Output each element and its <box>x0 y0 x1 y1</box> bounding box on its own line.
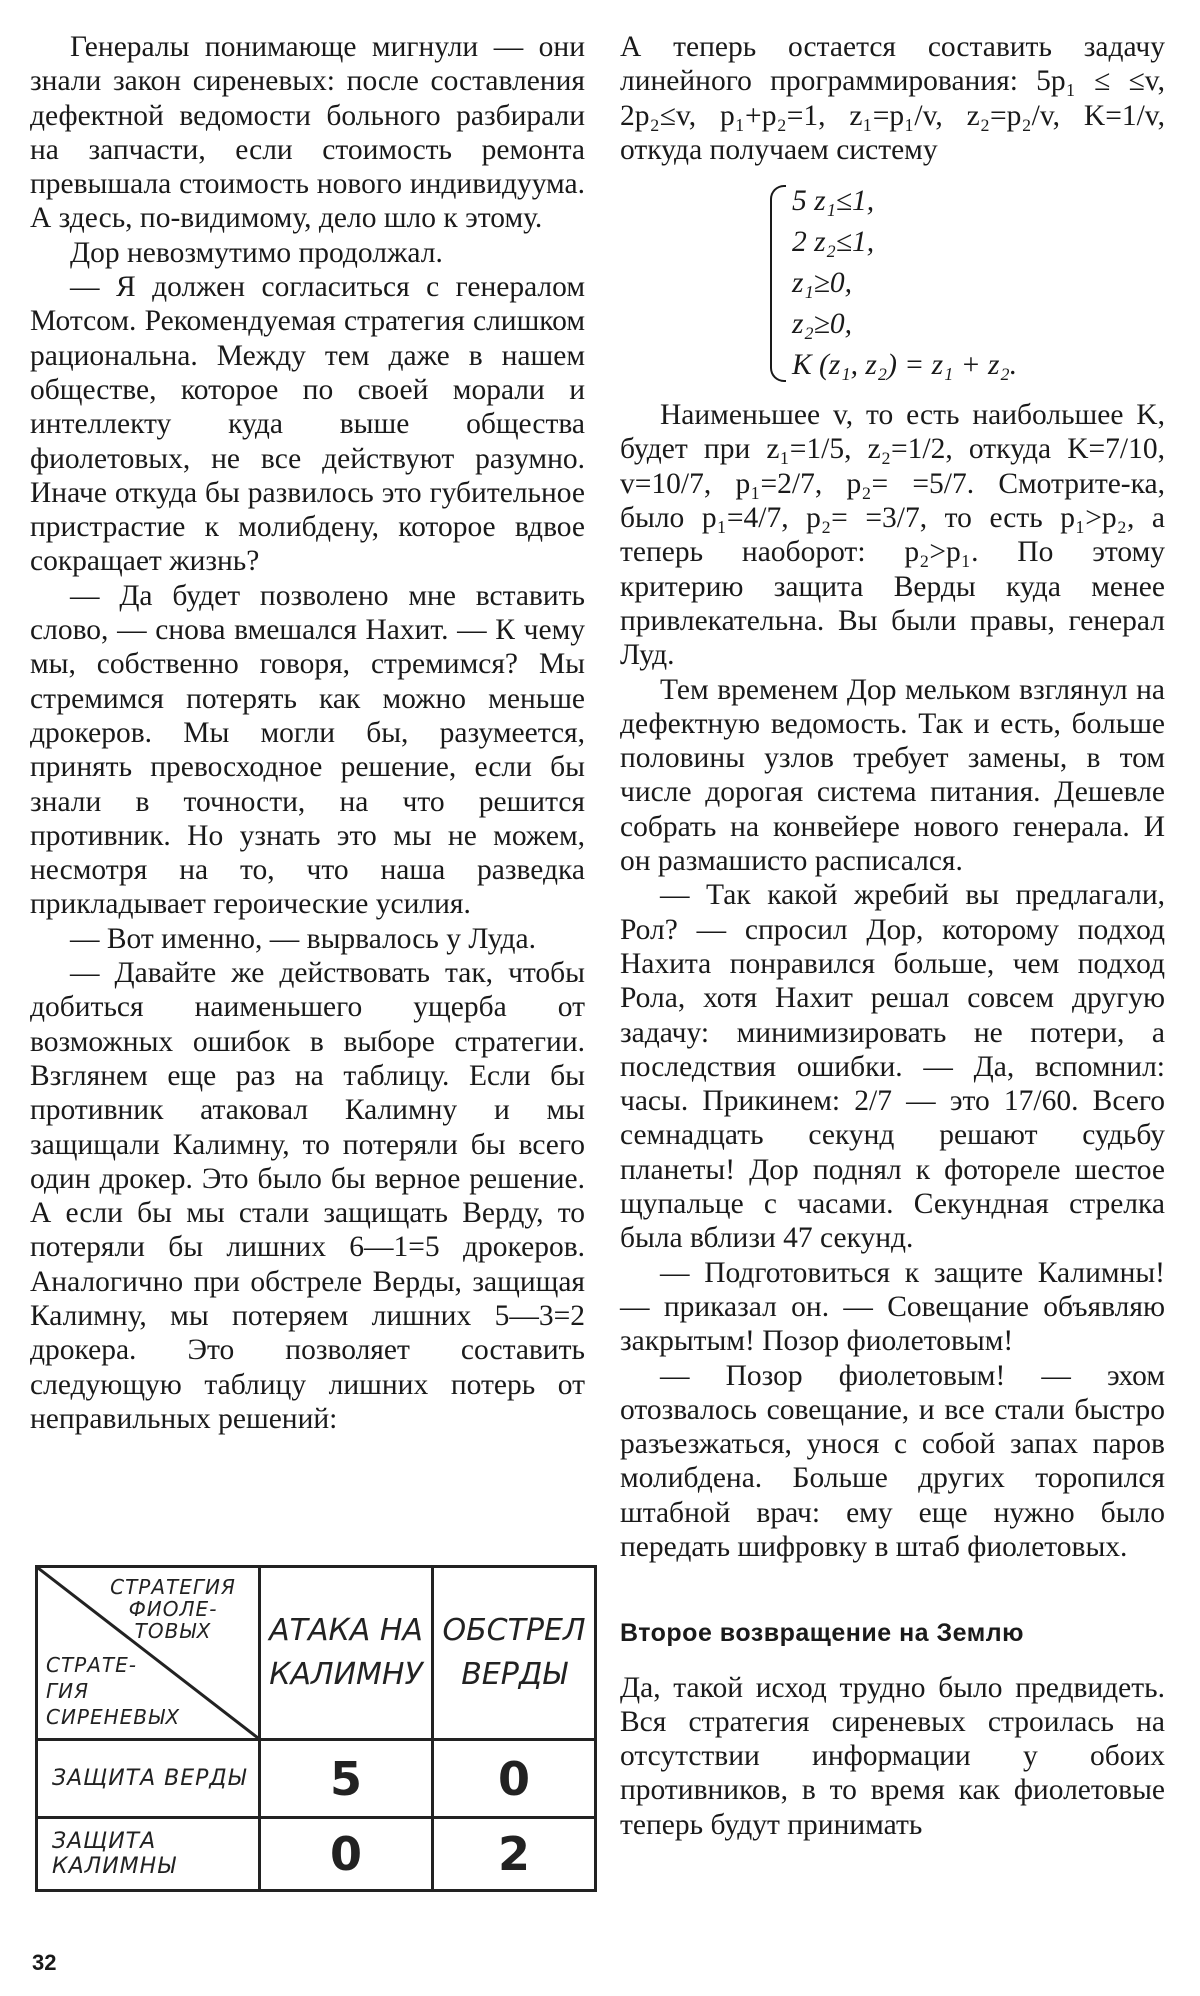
row-header: ЗАЩИТА КАЛИМНЫ <box>37 1818 260 1891</box>
hand-drawn-table <box>35 1565 597 1892</box>
paragraph: — Вот именно, — вырвалось у Луда. <box>70 922 536 955</box>
equation-line: 5 z₁≤1, <box>792 185 875 218</box>
paragraph: Генералы понимающе мигнули — они знали закон сиреневых: после составления дефектной ведомости больного разбирали на запчасти, если стоимость ремонта превышала стоимость нового индивидуума. А здесь, по-видимому, дело шло к этому. <box>30 31 585 235</box>
column-header: АТАКА НА КАЛИМНУ <box>260 1567 433 1740</box>
paragraph: А теперь остается составить задачу линейного программирования: 5p₁ ≤ ≤v, 2p₂≤v, p₁+p₂=1, z₁=p₁/v, z₂=p₂/v, K=1/v, откуда получаем систему <box>620 31 1165 166</box>
section-heading: Второе возвращение на Землю <box>620 1619 1024 1648</box>
paragraph: Да, такой исход трудно было предвидеть. Вся стратегия сиреневых строилась на отсутствии информации у обоих противников, в то время как фиолетовые теперь будут принимать <box>620 1671 1165 1841</box>
table-cell: 2 <box>433 1818 596 1891</box>
table-cell: 0 <box>260 1818 433 1891</box>
paragraph: — Я должен согласиться с генералом Мотсом. Рекомендуемая стратегия слишком рациональна. Между тем даже в нашем обществе, которое по своей морали и интеллекту куда выше общества фиолетовых, не все действуют разумно. Иначе откуда бы развилось это губительное пристрастие к молибдену, которое вдвое сокращает жизнь? <box>30 271 585 578</box>
paragraph: — Так какой жребий вы предлагали, Рол? — спросил Дор, которому подход Нахита понравился больше, чем подход Рола, хотя Нахит решал совсем другую задачу: минимизировать не потери, а последствия ошибки. — Да, вспомнил: часы. Прикинем: 2/7 — это 17/60. Всего семнадцать секунд решают судьбу планеты! Дор поднял к фотореле шестое щупальце с часами. Секундная стрелка была вблизи 47 секунд. <box>620 879 1165 1255</box>
curly-brace-icon <box>770 185 786 382</box>
paragraph: — Да будет позволено мне вставить слово, — снова вмешался Нахит. — К чему мы, собственно говоря, стремимся? Мы стремимся потерять как можно меньше дрокеров. Мы могли бы, разумеется, принять превосходное решение, если бы знали в точности, на что решится противник. Но узнать это мы не можем, несмотря на то, что наша разведка прикладывает героические усилия. <box>30 579 585 921</box>
table-row <box>37 1740 596 1818</box>
table-cell: 0 <box>433 1740 596 1818</box>
corner-header-bottom: СТРАТЕ-ГИЯ СИРЕНЕВЫХ <box>46 1653 181 1729</box>
row-header: ЗАЩИТА ВЕРДЫ <box>37 1740 260 1818</box>
paragraph: Наименьшее v, то есть наибольшее K, будет при z₁=1/5, z₂=1/2, откуда K=7/10, v=10/7, p₁=2/7, p₂= =5/7. Смотрите-ка, было p₁=4/7, p₂= =3/7, то есть p₁>p₂, а теперь наоборот: p₂>p₁. По этому критерию защита Верды куда менее привлекательна. Вы были правы, генерал Луд. <box>620 399 1165 672</box>
right-column <box>620 30 1165 1842</box>
paragraph: Дор невозмутимо продолжал. <box>70 236 443 269</box>
equation-line: 2 z₂≤1, <box>792 226 875 259</box>
page-number: 32 <box>32 1950 57 1975</box>
paragraph: — Позор фиолетовым! — эхом отозвалось совещание, и все стали быстро разъезжаться, унося с собой запах паров молибдена. Больше других торопился штабной врач: ему еще нужно было передать шифровку в штаб фиолетовых. <box>620 1359 1165 1563</box>
equation-line: z₂≥0, <box>792 308 853 341</box>
paragraph: — Подготовиться к защите Калимны! — приказал он. — Совещание объявляю закрытым! Позор фиолетовым! <box>620 1256 1165 1358</box>
corner-header-top: СТРАТЕГИЯ ФИОЛЕ-ТОВЫХ <box>110 1575 236 1643</box>
table-cell: 5 <box>260 1740 433 1818</box>
equation-line: z₁≥0, <box>792 267 853 300</box>
column-header: ОБСТРЕЛ ВЕРДЫ <box>433 1567 596 1740</box>
table-corner-cell <box>37 1567 260 1740</box>
paragraph: Тем временем Дор мельком взглянул на дефектную ведомость. Так и есть, больше половины узлов требует замены, в том числе дорогая система питания. Дешевле собрать на конвейере нового генерала. И он размашисто расписался. <box>620 673 1165 878</box>
paragraph: — Давайте же действовать так, чтобы добиться наименьшего ущерба от возможных ошибок в выборе стратегии. Взглянем еще раз на таблицу. Если бы противник атаковал Калимну и мы защищали Калимну, то потеряли бы всего один дрокер. Это было бы верное решение. А если бы мы стали защищать Верду, то потеряли бы лишних 6—1=5 дрокеров. Аналогично при обстреле Верды, защищая Калимну, мы потеряем лишних 5—3=2 дрокера. Это позволяет составить следующую таблицу лишних потерь от неправильных решений: <box>30 957 585 1435</box>
equation-line: K (z₁, z₂) = z₁ + z₂. <box>792 349 1018 382</box>
equation-system <box>770 181 1165 386</box>
left-column <box>30 30 585 1436</box>
table-row <box>37 1818 596 1891</box>
